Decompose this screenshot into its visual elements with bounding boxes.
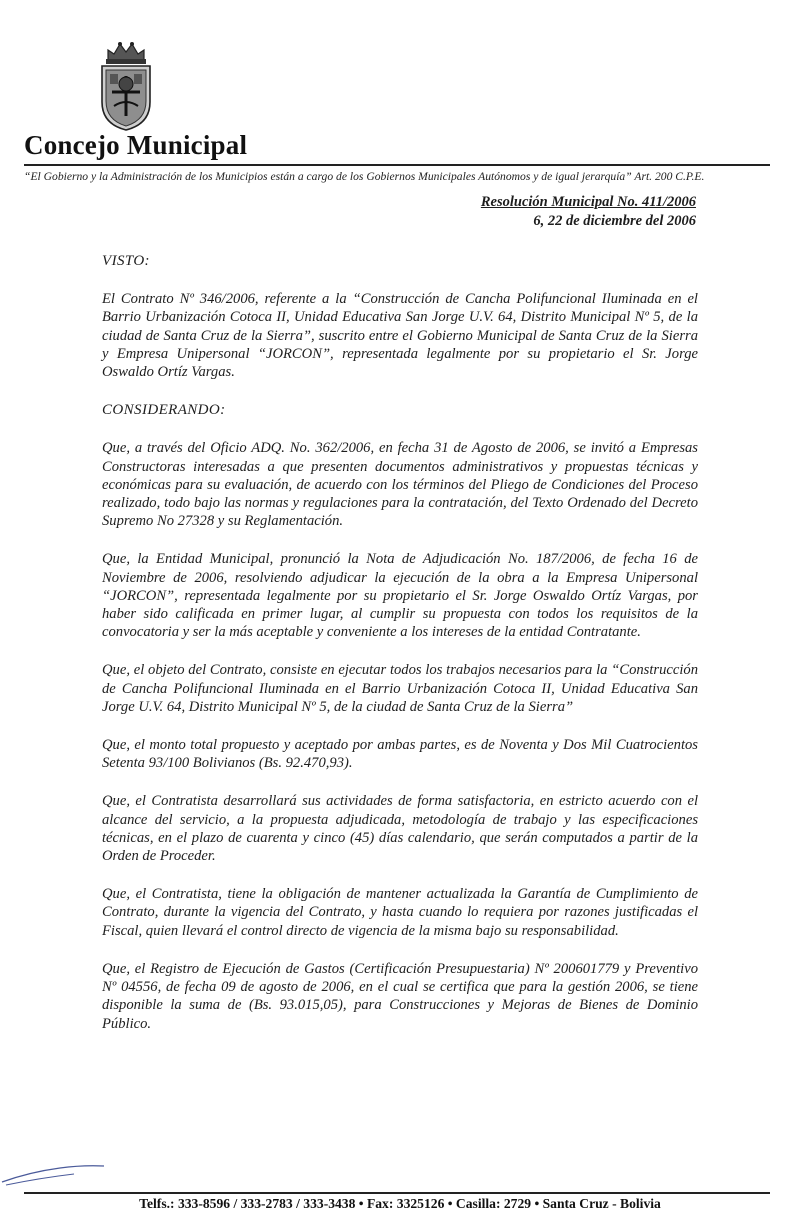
considerando-paragraph: Que, el Contratista desarrollará sus actividades de forma satisfactoria, en estricto acuerdo con el alcance del servicio, a la propuesta adjudicada, metodología de trabajo y las especificaciones técnicas, en el plazo de cuarenta y cinco (45) días calendario, que serán computados a partir de la Orden de Proceder. [102,793,698,865]
considerando-paragraph: Que, el Contratista, tiene la obligación de mantener actualizada la Garantía de Cumplimiento de Contrato, durante la vigencia del Contrato, y hasta cuando lo requiera por razones justificadas el Fiscal, quien llevará el control directo de vigencia de la misma bajo su responsabilidad. [102,886,698,939]
coat-of-arms-emblem [94,40,158,132]
considerando-paragraph: Que, el monto total propuesto y aceptado por ambas partes, es de Noventa y Dos Mil Cuatrocientos Setenta 93/100 Bolivianos (Bs. 92.470,93). [102,737,698,772]
document-body [102,252,698,1053]
footer-rule [24,1192,770,1194]
footer-contact-info: Telfs.: 333-8596 / 333-2783 / 333-3438 • Fax: 3325126 • Casilla: 2729 • Santa Cruz - Bolivia [139,1196,661,1211]
constitutional-motto: “El Gobierno y la Administración de los Municipios están a cargo de los Gobiernos Municipales Autónomos y de igual jerarquía” Art. 200 C.P.E. [24,170,705,183]
visto-paragraph: El Contrato Nº 346/2006, referente a la “Construcción de Cancha Polifuncional Iluminada en el Barrio Urbanización Cotoca II, Unidad Educativa San Jorge U.V. 64, Distrito Municipal Nº 5, de la ciudad de Santa Cruz de la Sierra”, suscrito entre el Gobierno Municipal de Santa Cruz de la Sierra y Empresa Unipersonal “JORCON”, representada legalmente por su propietario el Sr. Jorge Oswaldo Ortíz Vargas. [102,291,698,381]
resolution-date: 6, 22 de diciembre del 2006 [533,213,696,229]
header-rule [24,164,770,166]
considerando-heading: CONSIDERANDO: [102,402,226,419]
considerando-paragraph: Que, el Registro de Ejecución de Gastos (Certificación Presupuestaria) Nº 200601779 y Preventivo Nº 04556, de fecha 09 de agosto de 2006, en el cual se certifica que para la gestión 2006, se tiene disponible la suma de (Bs. 93.015,05), para Construcciones y Mejoras de Bienes de Dominio Público. [102,960,698,1032]
signature-stroke [0,1156,110,1192]
organization-name: Concejo Municipal [24,130,248,160]
considerando-paragraph: Que, la Entidad Municipal, pronunció la Nota de Adjudicación No. 187/2006, de fecha 16 de Noviembre de 2006, resolviendo adjudicar la ejecución de la obra a la Empresa Unipersonal “JORCON”, representada legalmente por su propietario el Sr. Jorge Oswaldo Ortíz Vargas, por haber sido calificada en primer lugar, al cumplir su propuesta con todos los requisitos de la convocatoria y ser la más aceptable y conveniente a los intereses de la entidad Contratante. [102,551,698,641]
visto-heading: VISTO: [102,253,150,269]
considerando-paragraph: Que, el objeto del Contrato, consiste en ejecutar todos los trabajos necesarios para la “Construcción de Cancha Polifuncional Iluminada en el Barrio Urbanización Cotoca II, Unidad Educativa San Jorge U.V. 64, Distrito Municipal Nº 5, de la ciudad de Santa Cruz de la Sierra” [102,662,698,715]
resolution-number: Resolución Municipal No. 411/2006 [480,194,696,210]
considerando-paragraph: Que, a través del Oficio ADQ. No. 362/2006, en fecha 31 de Agosto de 2006, se invitó a Empresas Constructoras interesadas a que presenten documentos administrativos y propuestas técnicas y económicas para su evaluación, de acuerdo con los términos del Pliego de Condiciones del Proceso realizado, todo bajo las normas y regulaciones para la contratación, del Texto Ordenado del Decreto Supremo No 27328 y su Reglamentación. [102,440,698,530]
resolution-reference [481,193,696,231]
